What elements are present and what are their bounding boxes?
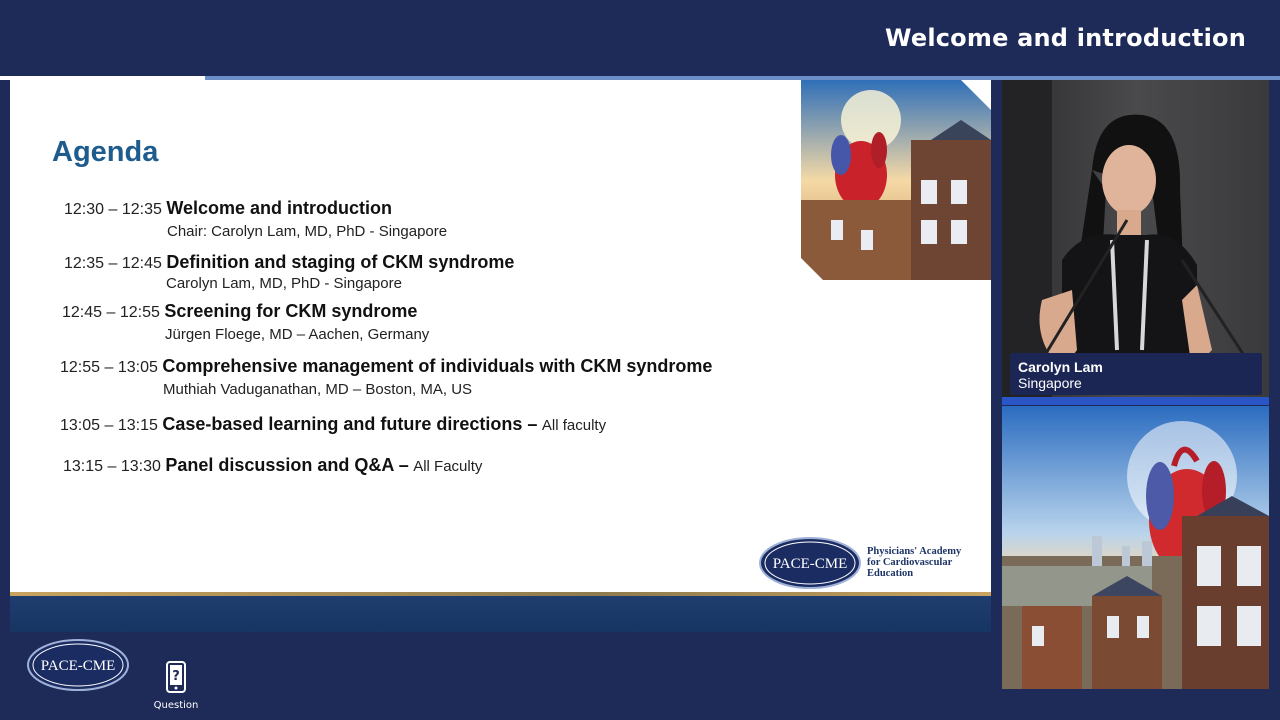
presentation-slide — [10, 80, 991, 632]
agenda-speaker: Jürgen Floege, MD – Aachen, Germany — [165, 326, 430, 343]
pace-cme-logo-text: PACE-CME — [772, 556, 848, 572]
agenda-item — [63, 455, 482, 476]
agenda-topic: Comprehensive management of individuals with CKM syndrome — [162, 356, 713, 376]
slide-footer-bar — [10, 596, 991, 632]
agenda-speaker: Muthiah Vaduganathan, MD – Boston, MA, US — [163, 381, 473, 398]
agenda-item — [60, 356, 712, 377]
session-title: Welcome and introduction — [885, 24, 1246, 52]
organization-line: for Cardiovascular — [867, 557, 953, 568]
agenda-time: 12:45 – 12:55 — [62, 304, 160, 321]
agenda-time: 13:05 – 13:15 — [60, 417, 158, 434]
event-artwork-image — [1002, 406, 1269, 689]
agenda-time: 12:55 – 13:05 — [60, 359, 158, 376]
video-accent-bar — [1002, 397, 1269, 405]
agenda-topic: Welcome and introduction — [166, 198, 393, 218]
agenda-item — [64, 198, 392, 219]
agenda-time: 12:35 – 12:45 — [64, 255, 162, 272]
agenda-faculty: All Faculty — [413, 458, 483, 475]
agenda-topic: Screening for CKM syndrome — [164, 301, 418, 321]
slide-title: Agenda — [52, 136, 159, 168]
agenda-topic: Panel discussion and Q&A – — [165, 455, 409, 475]
agenda-time: 13:15 – 13:30 — [63, 458, 161, 475]
agenda-item — [60, 414, 606, 435]
speaker-location: Singapore — [1018, 375, 1082, 391]
agenda-speaker: Chair: Carolyn Lam, MD, PhD - Singapore — [167, 223, 448, 240]
agenda-topic: Case-based learning and future directions – — [162, 414, 538, 434]
phone-question-icon — [166, 661, 186, 698]
speaker-name: Carolyn Lam — [1018, 359, 1103, 375]
organization-line: Physicians' Academy — [867, 546, 962, 557]
agenda-time: 12:30 – 12:35 — [64, 201, 162, 218]
question-label: Question — [153, 700, 199, 711]
agenda-item — [64, 252, 514, 273]
agenda-item — [62, 301, 417, 322]
organization-line: Education — [867, 568, 914, 579]
svg-text:?: ? — [172, 669, 180, 684]
agenda-speaker: Carolyn Lam, MD, PhD - Singapore — [166, 275, 402, 292]
pace-cme-footer-logo-text: PACE-CME — [40, 658, 116, 674]
slide-header-image — [801, 80, 991, 280]
top-bar — [0, 0, 1280, 76]
speaker-video[interactable] — [1002, 80, 1269, 405]
agenda-topic: Definition and staging of CKM syndrome — [166, 252, 515, 272]
pace-cme-logo — [758, 536, 862, 590]
agenda-faculty: All faculty — [541, 417, 607, 434]
pace-cme-footer-logo — [26, 638, 130, 692]
organization-name — [867, 546, 961, 579]
speaker-name-plate — [1010, 353, 1262, 395]
question-button[interactable] — [148, 661, 204, 713]
